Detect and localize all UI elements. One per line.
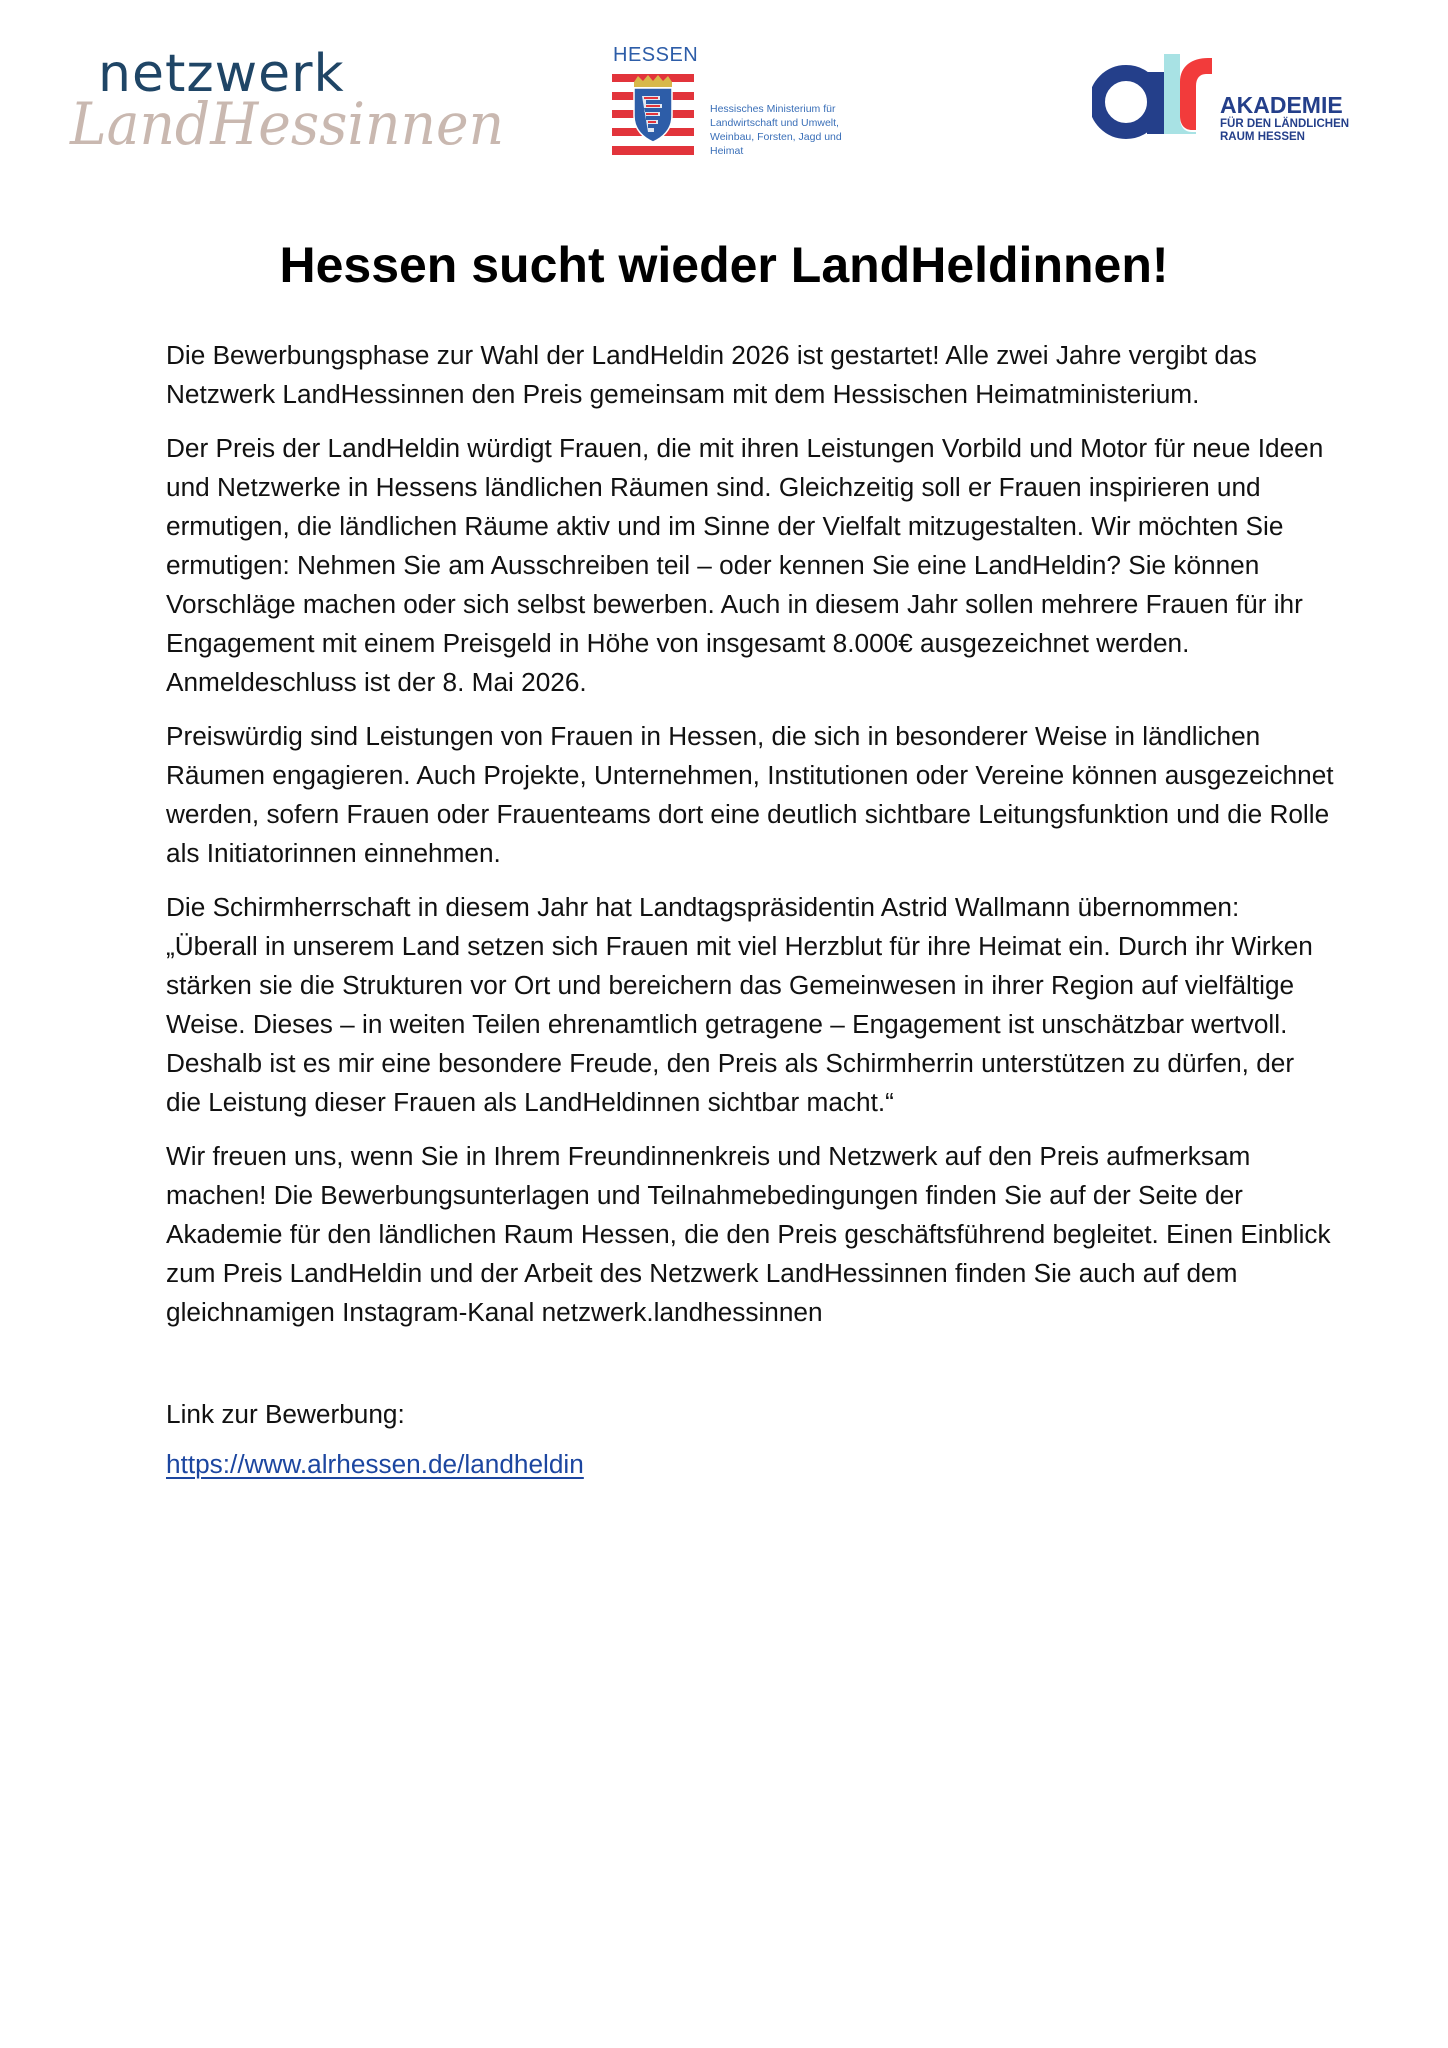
- hessen-wordmark: HESSEN: [613, 44, 699, 66]
- akademie-subline: [1220, 118, 1349, 144]
- ministry-name: Hessisches Ministerium für Landwirtschaft und Umwelt, Weinbau, Forsten, Jagd und Heimat: [710, 103, 842, 157]
- hessen-coat-of-arms-icon: [612, 74, 694, 156]
- logo-wordmark-netzwerk: netzwerk: [98, 44, 345, 104]
- page-title: Hessen sucht wieder LandHeldinnen!: [279, 236, 1169, 293]
- netzwerk-landhessinnen-logo: [70, 44, 505, 158]
- akademie-subline-2: RAUM HESSEN: [1220, 131, 1305, 143]
- paragraph-award-description: Der Preis der LandHeldin würdigt Frauen, die mit ihren Leistungen Vorbild und Motor für neue Ideen und Netzwerke in Hessens ländlichen Räumen sind. Gleichzeitig soll er Frauen inspirieren und ermutigen, die ländlichen Räume aktiv und im Sinne der Vielfalt mitzugestalten. Wir möchten Sie ermutigen: Nehmen Sie am Ausschreiben teil – oder kennen Sie eine LandHeldin? Sie können Vorschläge machen oder sich selbst bewerben. Auch in diesem Jahr sollen mehrere Frauen für ihr Engagement mit einem Preisgeld in Höhe von insgesamt 8.000€ ausgezeichnet werden. Anmeldeschluss ist der 8. Mai 2026.: [166, 433, 1324, 697]
- akademie-subline-1: FÜR DEN LÄNDLICHEN: [1220, 118, 1350, 130]
- alr-monogram-icon: [1092, 52, 1220, 148]
- akademie-wordmark: AKADEMIE: [1220, 92, 1343, 118]
- paragraph-intro: Die Bewerbungsphase zur Wahl der LandHeldin 2026 ist gestartet! Alle zwei Jahre vergibt das Netzwerk LandHessinnen den Preis gemeinsam mit dem Hessischen Heimatministerium.: [166, 340, 1257, 409]
- application-link-label: Link zur Bewerbung:: [166, 1399, 405, 1429]
- document-body: [166, 336, 1336, 1484]
- paragraph-eligibility: Preiswürdig sind Leistungen von Frauen in Hessen, die sich in besonderer Weise in ländlichen Räumen engagieren. Auch Projekte, Unternehmen, Institutionen oder Vereine können ausgezeichnet werden, sofern Frauen oder Frauenteams dort eine deutlich sichtbare Leitungsfunktion und die Rolle als Initiatorinnen einnehmen.: [166, 721, 1334, 868]
- paragraph-call-to-action: Wir freuen uns, wenn Sie in Ihrem Freundinnenkreis und Netzwerk auf den Preis aufmerksam machen! Die Bewerbungsunterlagen und Teilnahmebedingungen finden Sie auf der Seite der Akademie für den ländlichen Raum Hessen, die den Preis geschäftsführend begleitet. Einen Einblick zum Preis LandHeldin und der Arbeit des Netzwerk LandHessinnen finden Sie auch auf dem gleichnamigen Instagram-Kanal netzwerk.landhessinnen: [166, 1141, 1331, 1327]
- application-link[interactable]: https://www.alrhessen.de/landheldin: [166, 1449, 584, 1479]
- hessen-ministry-logo: [612, 44, 852, 162]
- spacer: [166, 1347, 1336, 1395]
- paragraph-patronage-quote: Die Schirmherrschaft in diesem Jahr hat Landtagspräsidentin Astrid Wallmann übernommen: „Überall in unserem Land setzen sich Frauen mit viel Herzblut für ihre Heimat ein. Durch ihr Wirken stärken sie die Strukturen vor Ort und bereichern das Gemeinwesen in ihrer Region auf vielfältige Weise. Dieses – in weiten Teilen ehrenamtlich getragene – Engagement ist unschätzbar wertvoll. Deshalb ist es mir eine besondere Freude, den Preis als Schirmherrin unterstützen zu dürfen, der die Leistung dieser Frauen als LandHeldinnen sichtbar macht.“: [166, 892, 1313, 1117]
- alr-akademie-logo: [1092, 52, 1372, 148]
- logo-wordmark-landhessinnen: LandHessinnen: [70, 90, 505, 158]
